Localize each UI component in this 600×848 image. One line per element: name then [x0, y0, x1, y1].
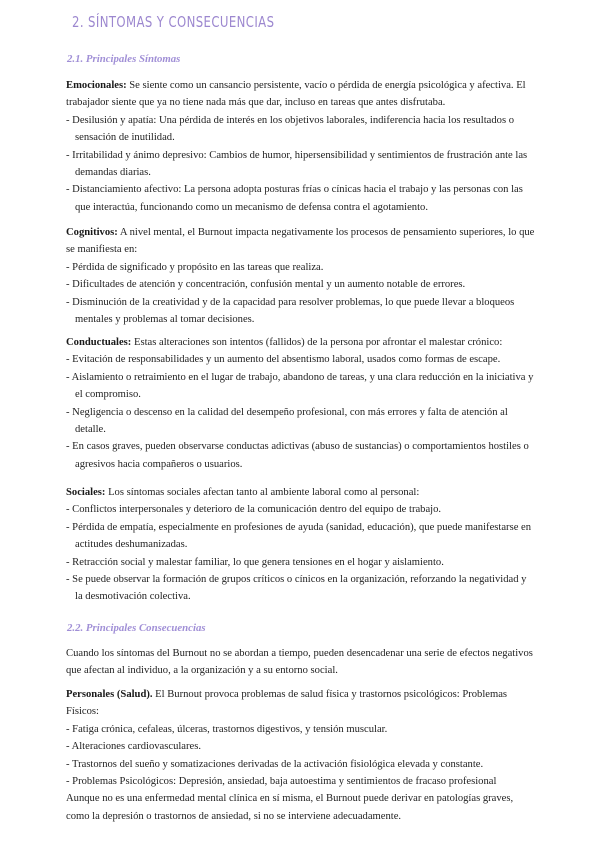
section-title: 2. SÍNTOMAS Y CONSECUENCIAS: [72, 13, 275, 31]
list-item: - Irritabilidad y ánimo depresivo: Cambios de humor, hipersensibilidad y sentimientos de frustración ante las demandas diarias.: [66, 149, 528, 179]
list-item: - Problemas Psicológicos: Depresión, ansiedad, baja autoestima y sentimientos de fracaso profesional: [66, 776, 497, 788]
list-item: - Dificultades de atención y concentración, confusión mental y un aumento notable de errores.: [66, 279, 466, 291]
list-item: - Disminución de la creatividad y de la capacidad para resolver problemas, lo que puede llevar a bloqueos mentales y problemas al tomar decisiones.: [66, 296, 515, 326]
conductuales-label: Conductuales:: [66, 337, 132, 348]
closing-paragraph: Aunque no es una enfermedad mental clínica en sí misma, el Burnout puede derivar en patologías graves, como la depresión o trastornos de ansiedad, si no se interviene adecuadamente.: [66, 793, 514, 822]
emocionales-paragraph: [66, 77, 536, 112]
sociales-block: [66, 484, 536, 606]
sociales-label: Sociales:: [66, 487, 106, 498]
list-item: - Pérdida de empatía, especialmente en profesiones de ayuda (sanidad, educación), que puede manifestarse en actitudes deshumanizadas.: [66, 521, 532, 551]
list-item: - Negligencia o descenso en la calidad del desempeño profesional, con más errores y falta de atención al detalle.: [66, 406, 508, 436]
emocionales-label: Emocionales:: [66, 80, 127, 91]
list-item: - Evitación de responsabilidades y un aumento del absentismo laboral, usados como formas de escape.: [66, 354, 501, 366]
list-item: - Fatiga crónica, cefaleas, úlceras, trastornos digestivos, y tensión muscular.: [66, 723, 388, 735]
conductuales-paragraph: [66, 334, 536, 351]
consecuencias-intro: [66, 645, 536, 680]
list-item: - Pérdida de significado y propósito en las tareas que realiza.: [66, 261, 324, 273]
emocionales-block: [66, 77, 536, 216]
cognitivos-text: A nivel mental, el Burnout impacta negativamente los procesos de pensamiento superiores, lo que se manifiesta en:: [66, 227, 535, 256]
sociales-paragraph: [66, 484, 536, 501]
personales-block: [66, 686, 536, 825]
personales-label: Personales (Salud).: [66, 689, 153, 700]
list-item: - Conflictos interpersonales y deterioro de la comunicación dentro del equipo de trabajo.: [66, 504, 442, 516]
emocionales-text: Se siente como un cansancio persistente, vacío o pérdida de energía psicológica y afectiva. El trabajador siente que ya no tiene nada más que dar, incluso en tareas que antes disfrutaba.: [66, 80, 526, 109]
personales-paragraph: [66, 686, 536, 721]
list-item: - En casos graves, pueden observarse conductas adictivas (abuso de sustancias) o comportamientos hostiles o agresivos hacia compañeros o usuarios.: [66, 441, 529, 470]
cognitivos-block: [66, 224, 536, 328]
cognitivos-paragraph: [66, 224, 536, 259]
conductuales-text: Estas alteraciones son intentos (fallidos) de la persona por afrontar el malestar crónico:: [131, 337, 503, 348]
list-item: - Alteraciones cardiovasculares.: [66, 741, 202, 753]
list-item: - Aislamiento o retraimiento en el lugar de trabajo, abandono de tareas, y una clara reducción en la iniciativa y el compromiso.: [66, 371, 534, 401]
subheading-sintomas: 2.1. Principales Síntomas: [67, 53, 181, 65]
subheading-consecuencias: 2.2. Principales Consecuencias: [67, 622, 206, 634]
list-item: - Trastornos del sueño y somatizaciones derivadas de la activación fisiológica elevada y constante.: [66, 758, 484, 770]
list-item: - Retracción social y malestar familiar, lo que genera tensiones en el hogar y aislamiento.: [66, 556, 444, 568]
personales-text: El Burnout provoca problemas de salud física y trastornos psicológicos: Problemas Físicos:: [66, 689, 508, 718]
list-item: - Se puede observar la formación de grupos críticos o cínicos en la organización, reforzando la negatividad y la desmotivación colectiva.: [66, 574, 527, 603]
sociales-text: Los síntomas sociales afectan tanto al ambiente laboral como al personal:: [105, 487, 420, 498]
list-item: - Distanciamiento afectivo: La persona adopta posturas frías o cínicas hacia el trabajo y las personas con las que interactúa, funcionando como un mecanismo de defensa contra el agotamiento.: [66, 184, 523, 213]
list-item: - Desilusión y apatía: Una pérdida de interés en los objetivos laborales, indiferencia hacia los resultados o sensación de inutilidad.: [66, 114, 515, 144]
intro-paragraph: Cuando los síntomas del Burnout no se abordan a tiempo, pueden desencadenar una serie de efectos negativos que afectan al individuo, a la organización y a su entorno social.: [66, 648, 533, 677]
conductuales-block: [66, 334, 536, 473]
cognitivos-label: Cognitivos:: [66, 227, 118, 238]
